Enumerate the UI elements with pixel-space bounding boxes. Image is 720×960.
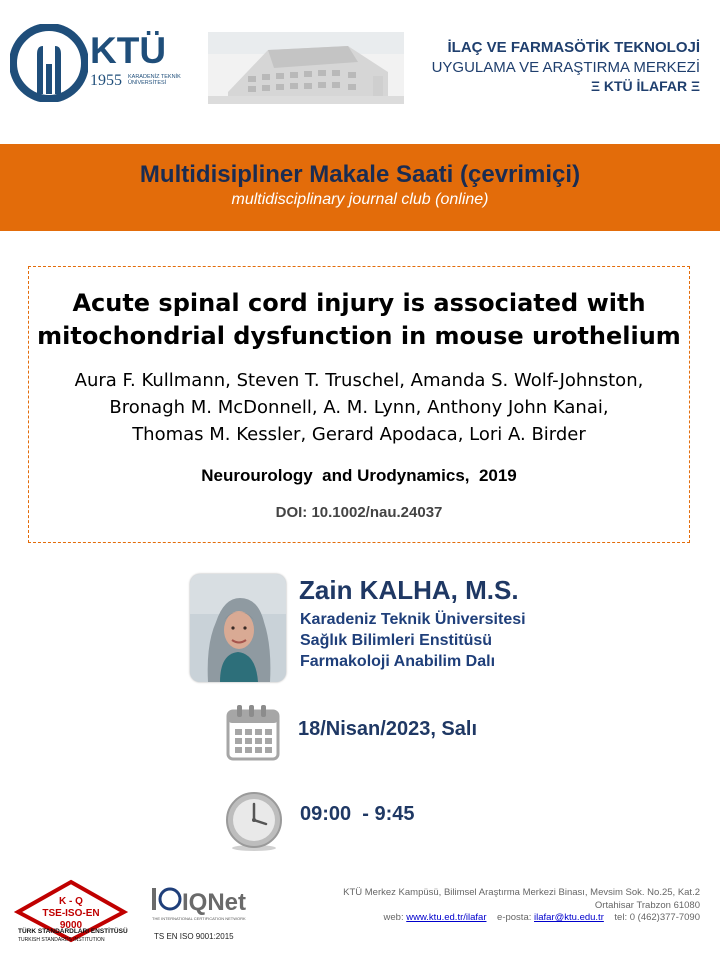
banner-subtitle: multidisciplinary journal club (online) <box>231 191 489 208</box>
address-line1: KTÜ Merkez Kampüsü, Bilimsel Araştırma Merkezi Binası, Mevsim Sok. No.25, Kat.2 <box>343 887 700 898</box>
iqnet-caption: TS EN ISO 9001:2015 <box>154 932 234 941</box>
article-journal: Neurourology and Urodynamics, 2019 <box>201 466 517 485</box>
speaker-portrait-icon <box>190 574 286 682</box>
email-link[interactable]: ilafar@ktu.edu.tr <box>534 912 604 923</box>
tse-badge-middle: TSE-ISO-EN <box>42 908 100 919</box>
event-date: 18/Nisan/2023, Salı <box>298 718 478 740</box>
center-name-line3: Ξ KTÜ İLAFAR Ξ <box>590 78 700 94</box>
phone-label: tel: <box>614 912 628 923</box>
tse-badge-bottom: 9000 <box>59 920 83 931</box>
ktu-logo <box>10 24 190 102</box>
tse-caption-en: TURKISH STANDARDS INSTITUTION <box>18 937 105 943</box>
speaker-affiliation <box>300 609 526 672</box>
email-label: e-posta: <box>497 912 532 923</box>
affiliation-line3: Farmakoloji Anabilim Dalı <box>300 653 496 670</box>
article-authors <box>29 367 689 448</box>
address-line2: Ortahisar Trabzon 61080 <box>594 899 700 911</box>
center-name-line1: İLAÇ VE FARMASÖTİK TEKNOLOJİ <box>447 39 700 56</box>
article-title-line2: mitochondrial dysfunction in mouse urothelium <box>37 322 681 350</box>
affiliation-line1: Karadeniz Teknik Üniversitesi <box>300 611 526 628</box>
event-time: 09:00 - 9:45 <box>300 803 415 825</box>
logo-year: 1955 <box>90 72 122 89</box>
clock-icon <box>224 790 284 852</box>
authors-line1: Aura F. Kullmann, Steven T. Truschel, Amanda S. Wolf-Johnston, <box>74 370 644 391</box>
phone-number: 0 (462)377-7090 <box>629 912 700 923</box>
authors-line2: Bronagh M. McDonnell, A. M. Lynn, Anthony John Kanai, <box>109 397 609 418</box>
footer-contact <box>260 887 700 925</box>
authors-line3: Thomas M. Kessler, Gerard Apodaca, Lori A. Birder <box>132 424 586 445</box>
building-image <box>208 32 404 104</box>
logo-subtitle: KARADENİZ TEKNİK ÜNİVERSİTESİ <box>128 74 181 86</box>
web-link[interactable]: www.ktu.ed.tr/ilafar <box>406 912 487 923</box>
ktu-emblem-icon <box>10 24 88 102</box>
tse-badge-top: K - Q <box>59 896 83 907</box>
contact-line <box>260 912 700 925</box>
iqnet-logo-icon <box>150 884 250 924</box>
building-illustration-icon <box>208 32 404 104</box>
article-box <box>28 266 690 543</box>
iqnet-logo-text: IQNet <box>182 889 247 916</box>
speaker-photo <box>190 574 286 682</box>
research-center-name <box>404 38 700 96</box>
web-label: web: <box>383 912 404 923</box>
banner-title: Multidisipliner Makale Saati (çevrimiçi) <box>139 161 581 188</box>
article-title <box>29 287 689 353</box>
affiliation-line2: Sağlık Bilimleri Enstitüsü <box>300 632 493 649</box>
article-doi: DOI: 10.1002/nau.24037 <box>275 504 443 521</box>
tse-caption-tr: TÜRK STANDARDLARI ENSTİTÜSÜ <box>18 928 128 935</box>
article-title-line1: Acute spinal cord injury is associated with <box>72 289 646 317</box>
iqnet-tagline: THE INTERNATIONAL CERTIFICATION NETWORK <box>152 916 246 921</box>
center-name-line2: UYGULAMA VE ARAŞTIRMA MERKEZİ <box>431 59 700 76</box>
speaker-name: Zain KALHA, M.S. <box>299 575 519 605</box>
calendar-icon <box>225 703 281 761</box>
event-banner <box>0 144 720 231</box>
logo-wordmark: KTÜ <box>90 30 167 71</box>
